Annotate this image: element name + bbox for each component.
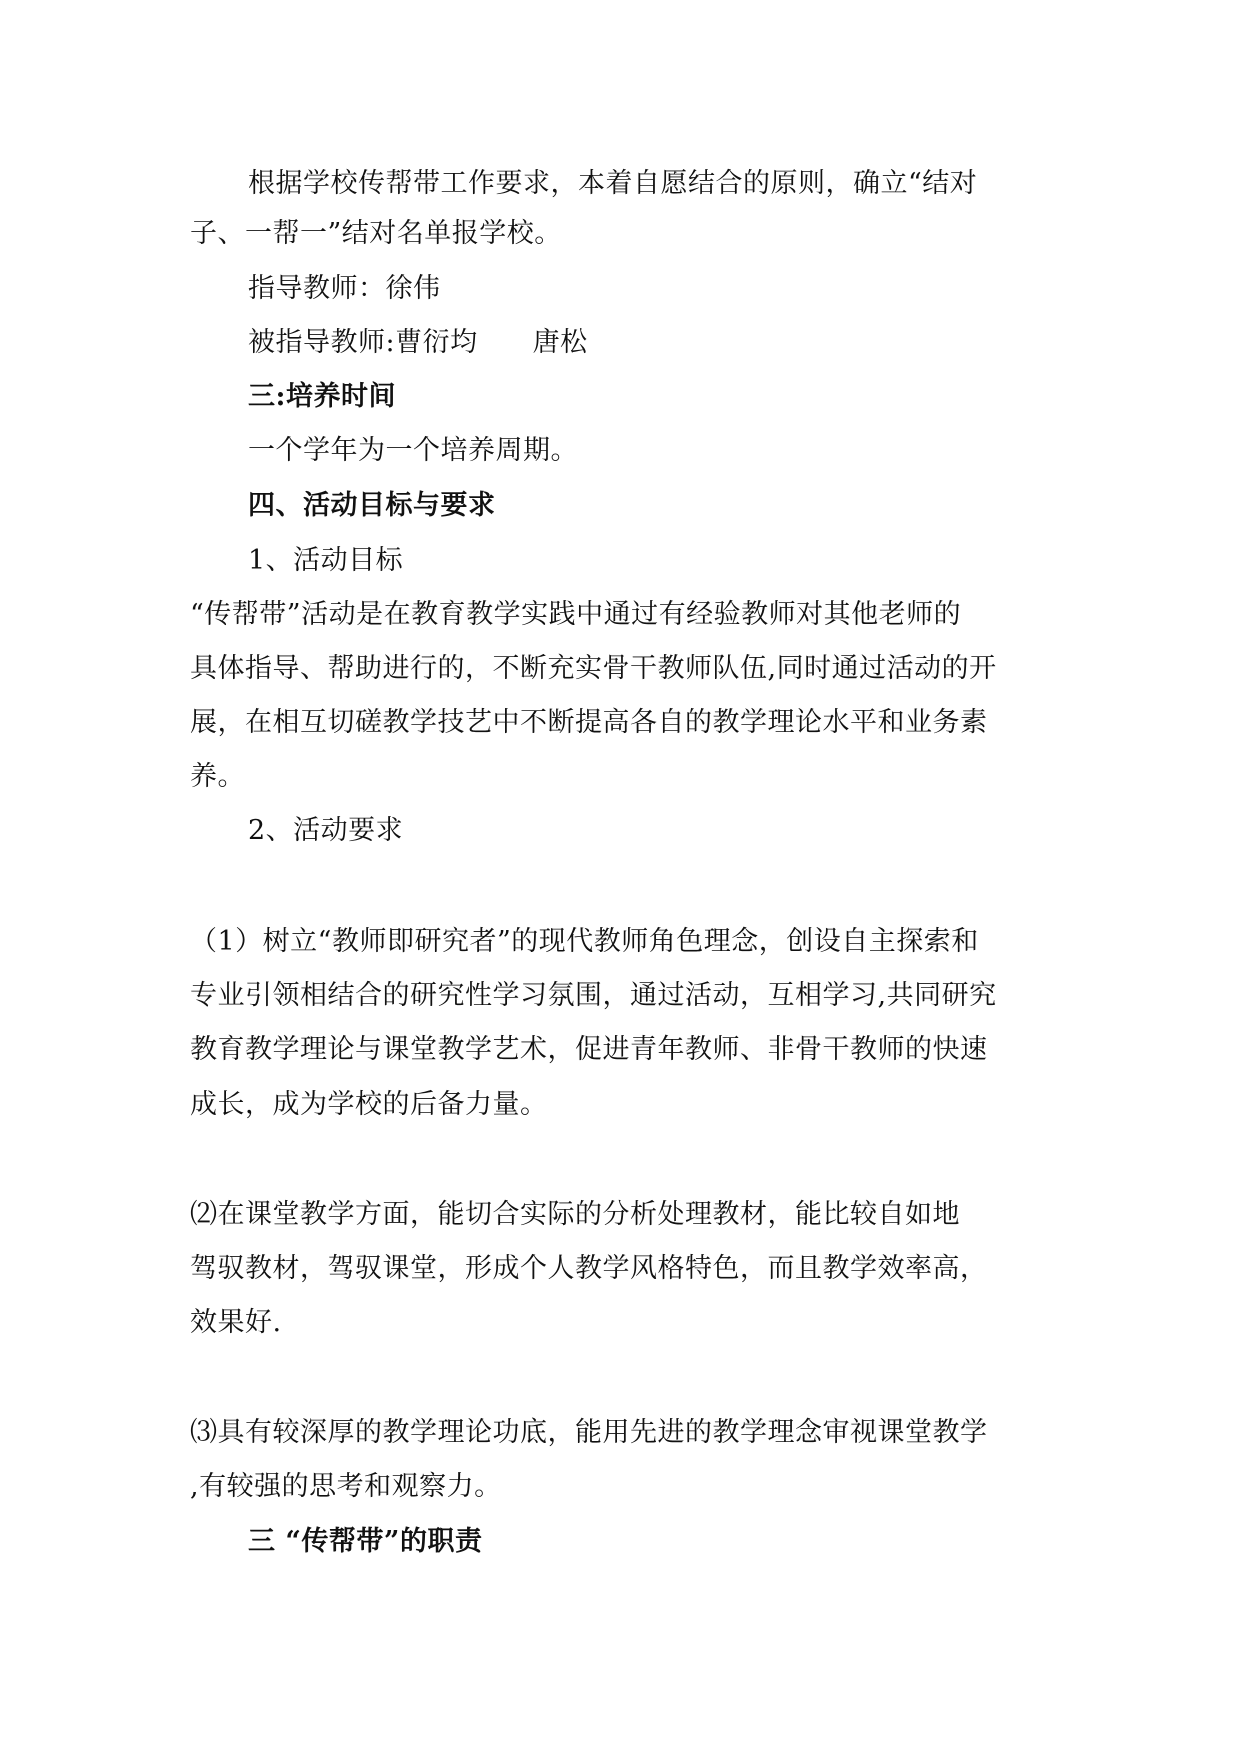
- paragraph-line: 效果好.: [190, 1307, 282, 1338]
- paragraph-line: 具体指导、帮助进行的，不断充实骨干教师队伍,同时通过活动的开: [190, 653, 997, 684]
- section-heading: 三:培养时间: [248, 381, 396, 412]
- mentor-line: 指导教师：徐伟: [248, 273, 441, 304]
- paragraph-line: ,有较强的思考和观察力。: [190, 1471, 502, 1502]
- paragraph-line: “传帮带”活动是在教育教学实践中通过有经验教师对其他老师的: [190, 599, 962, 630]
- subheading: 1、活动目标: [248, 545, 404, 576]
- paragraph-line: 一个学年为一个培养周期。: [248, 435, 578, 466]
- paragraph-line: 展，在相互切磋教学技艺中不断提高各自的教学理论水平和业务素: [190, 707, 988, 738]
- paragraph-line: 根据学校传帮带工作要求，本着自愿结合的原则，确立“结对: [248, 168, 978, 199]
- paragraph-line: 成长，成为学校的后备力量。: [190, 1089, 548, 1120]
- subheading: 2、活动要求: [248, 815, 404, 846]
- paragraph-line: 教育教学理论与课堂教学艺术，促进青年教师、非骨干教师的快速: [190, 1034, 988, 1065]
- paragraph-line: 驾驭教材，驾驭课堂，形成个人教学风格特色，而且教学效率高，: [190, 1253, 988, 1284]
- paragraph-line: 子、一帮一”结对名单报学校。: [190, 218, 562, 249]
- paragraph-line: 养。: [190, 761, 245, 792]
- paragraph-line: （1）树立“教师即研究者”的现代教师角色理念，创设自主探索和: [190, 926, 979, 957]
- section-heading: 三 “传帮带”的职责: [248, 1526, 483, 1557]
- paragraph-line: ⑶具有较深厚的教学理论功底，能用先进的教学理念审视课堂教学: [190, 1417, 988, 1448]
- paragraph-line: ⑵在课堂教学方面，能切合实际的分析处理教材，能比较自如地: [190, 1199, 960, 1230]
- mentees-line: 被指导教师:曹衍均 唐松: [248, 327, 588, 358]
- paragraph-line: 专业引领相结合的研究性学习氛围，通过活动，互相学习,共同研究: [190, 980, 997, 1011]
- section-heading: 四、活动目标与要求: [248, 490, 496, 521]
